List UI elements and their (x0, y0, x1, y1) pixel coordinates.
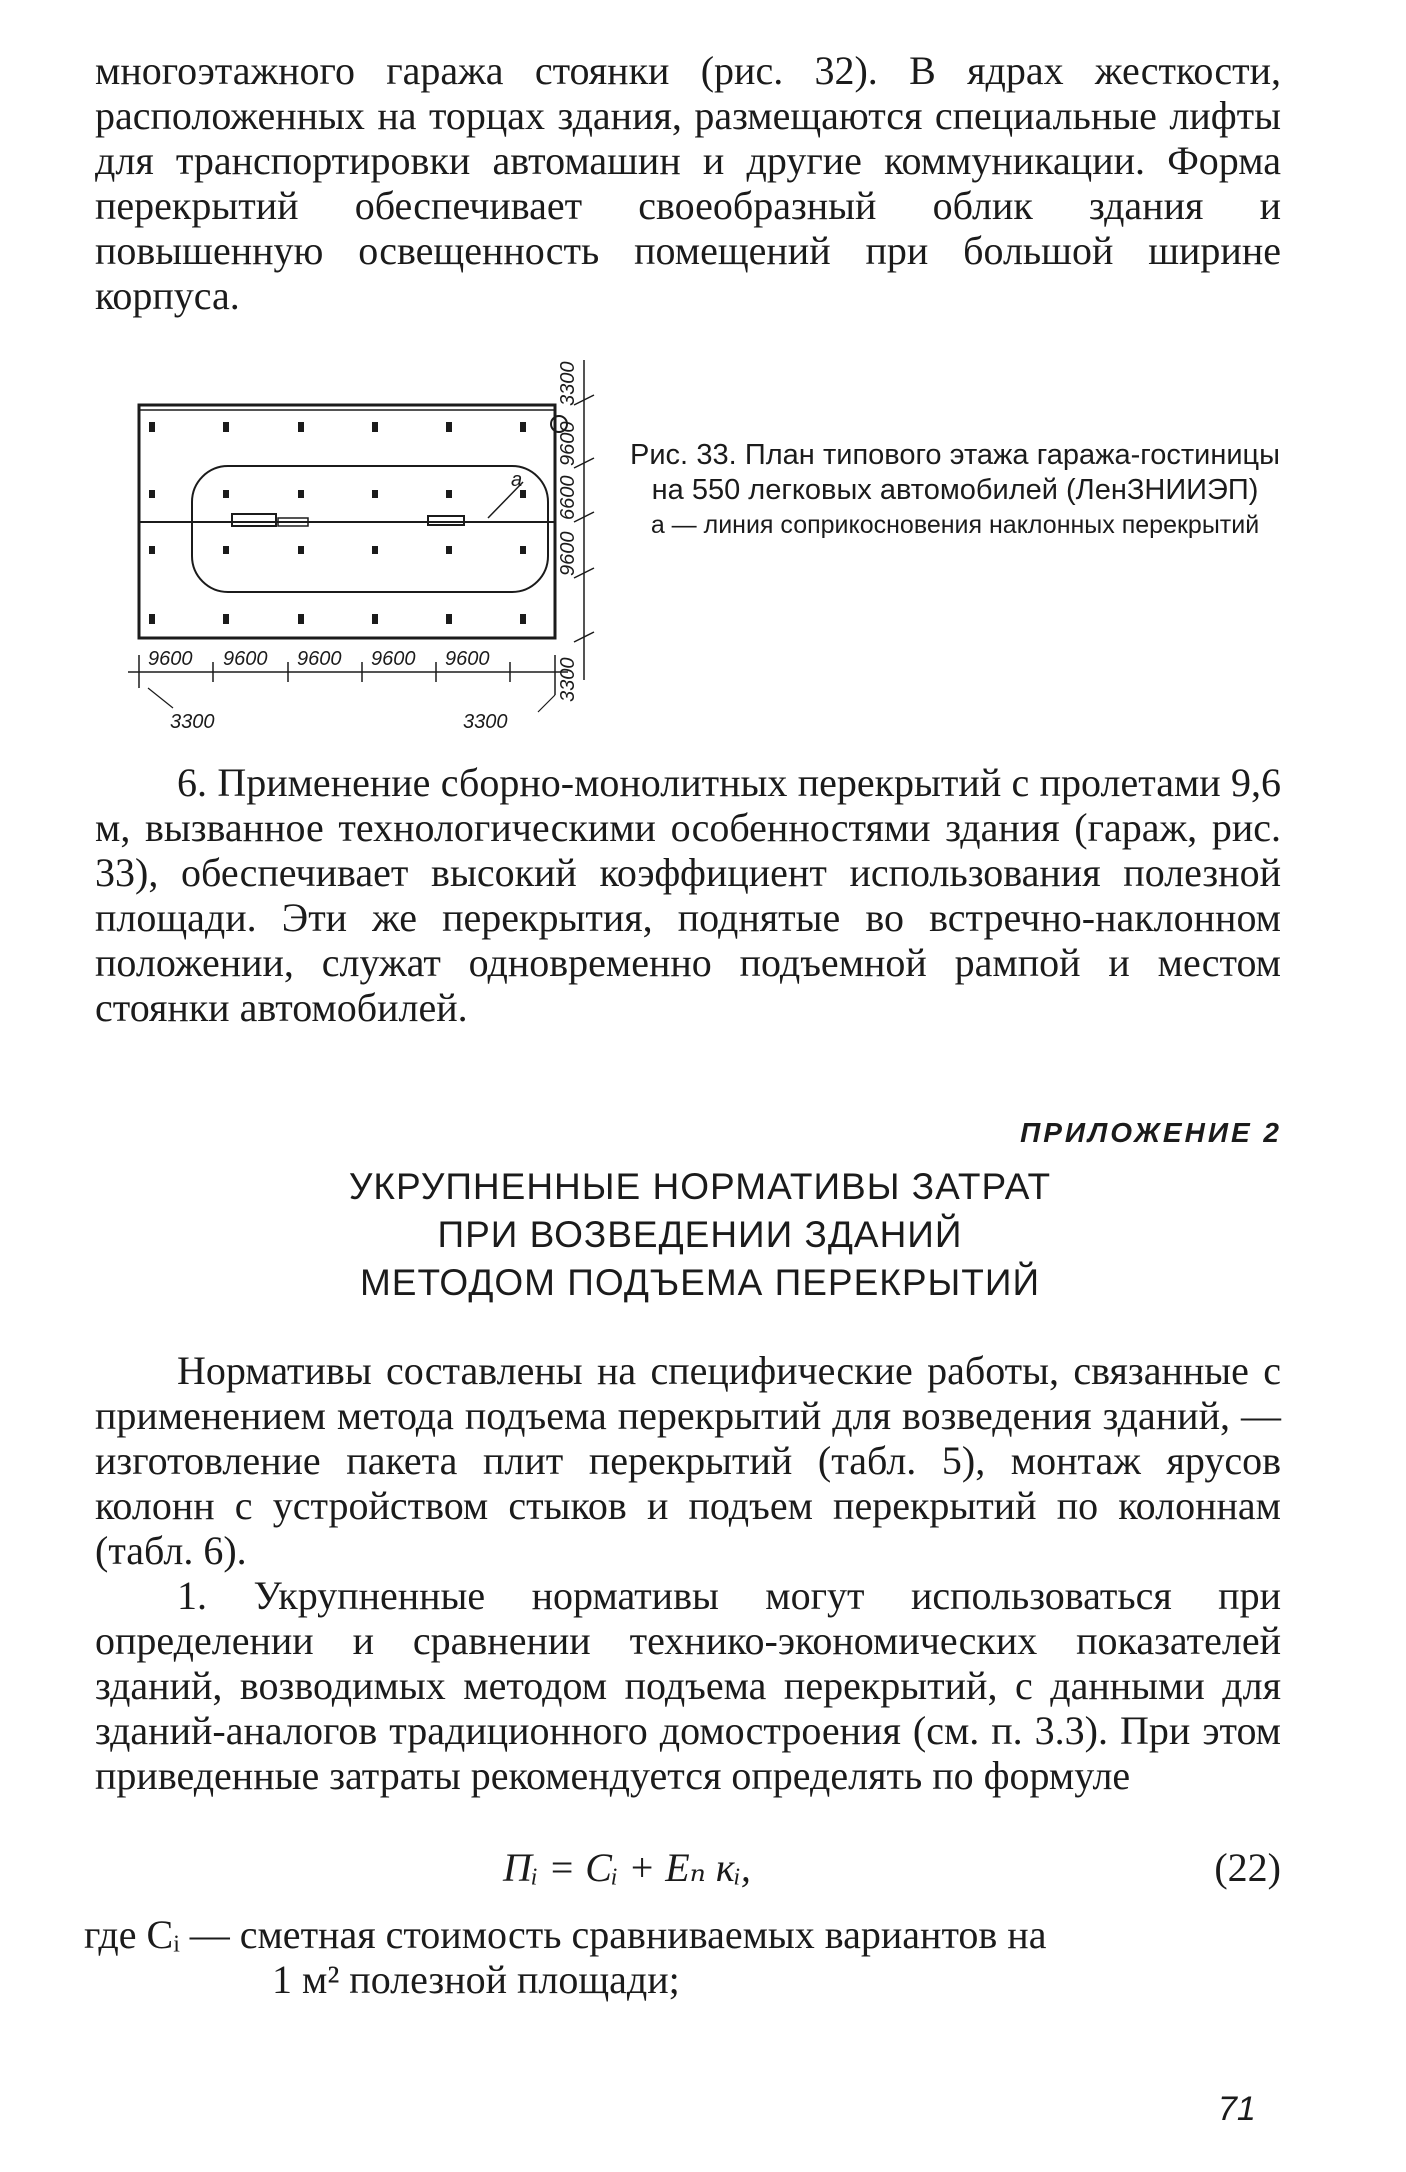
paragraph-top: многоэтажного гаража стоянки (рис. 32). В ядрах жесткости, расположенных на торцах здания, размещаются специальные лифты для транспортировки автомашин и другие коммуникации. Форма перекрытий обеспечивает своеобразный облик здания и повышенную освещенность помещений при большой ширине корпуса. (95, 48, 1281, 318)
bottom-right-dim: 3300 (463, 711, 508, 733)
floor-plan-figure (128, 350, 608, 745)
paragraph-norms: Нормативы составлены на специфические работы, связанные с применением метода подъема перекрытий для возведения зданий, — изготовление пакета плит перекрытий (табл. 5), монтаж ярусов колонн с устройством стыков и подъем перекрытий по колоннам (табл. 6). (95, 1348, 1281, 1573)
formula-row (95, 1844, 1281, 1892)
heading-line-1: УКРУПНЕННЫЕ НОРМАТИВЫ ЗАТРАТ (348, 1166, 1052, 1207)
heading-line-2: ПРИ ВОЗВЕДЕНИИ ЗДАНИЙ (437, 1214, 963, 1255)
bottom-dim-5: 9600 (445, 648, 490, 670)
bottom-dim-1: 9600 (148, 648, 193, 670)
bottom-dim-4: 9600 (371, 648, 416, 670)
right-dim-2: 6600 (557, 475, 579, 520)
right-bottom-dim: 3300 (557, 657, 579, 702)
where-continuation: 1 м² полезной площади; (272, 1957, 680, 2002)
formula: Пᵢ = Cᵢ + Eₙ кᵢ, (503, 1845, 751, 1890)
right-dim-1: 9600 (557, 421, 579, 466)
paragraph-6: 6. Применение сборно-монолитных перекрытий с пролетами 9,6 м, вызванное технологическими особенностями здания (гараж, рис. 33), обеспечивает высокий коэффициент использования полезной площади. Эти же перекрытия, поднятые во встречно-наклонном положении, служат одновременно подъемной рампой и местом стоянки автомобилей. (95, 760, 1281, 1030)
appendix-label: ПРИЛОЖЕНИЕ 2 (1020, 1117, 1282, 1148)
right-top-dim: 3300 (557, 361, 579, 406)
page-number: 71 (1218, 2090, 1256, 2128)
paragraph-1: 1. Укрупненные нормативы могут использоваться при определении и сравнении технико-экономических показателей зданий, возводимых методом подъема перекрытий, с данными для зданий-аналогов традиционного домостроения (см. п. 3.3). При этом приведенные затраты рекомендуется определять по формуле (95, 1573, 1281, 1798)
where-line: где Cᵢ — сметная стоимость сравниваемых вариантов на (84, 1912, 1047, 1957)
bottom-left-dim: 3300 (170, 711, 215, 733)
bottom-dim-2: 9600 (223, 648, 268, 670)
section-heading (200, 1163, 1200, 1307)
caption-note: а — линия соприкосновения наклонных перекрытий (650, 511, 1260, 539)
bottom-dim-3: 9600 (297, 648, 342, 670)
marker-letter: а (511, 469, 523, 491)
formula-number: (22) (1214, 1845, 1281, 1890)
figure-caption (630, 438, 1280, 539)
ramp-loop (192, 466, 548, 592)
right-dim-3: 9600 (557, 531, 579, 576)
heading-line-3: МЕТОДОМ ПОДЪЕМА ПЕРЕКРЫТИЙ (359, 1262, 1041, 1303)
caption-title: Рис. 33. План типового этажа гаража-гостиницы на 550 легковых автомобилей (ЛенЗНИИЭП) (630, 439, 1280, 506)
